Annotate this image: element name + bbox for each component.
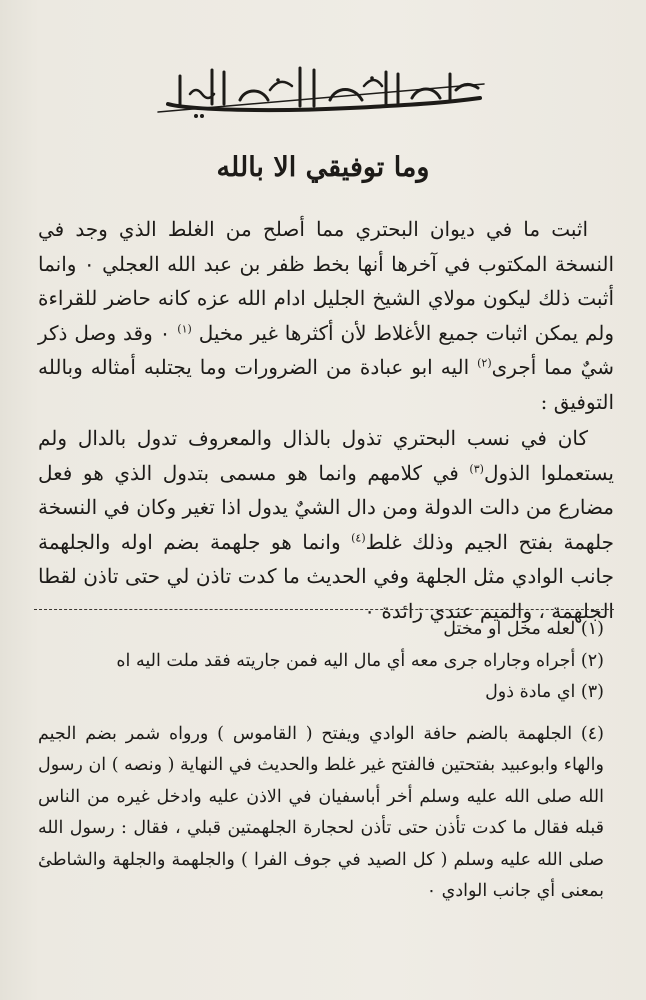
footnote-ref-1: (١) (177, 321, 192, 335)
footnote-2: (٢) أجراه وجاراه جرى معه أي مال اليه فمن جاريته فقد ملت اليه اه (116, 650, 604, 671)
footnote-4: (٤) الجلهمة بالضم حافة الوادي ويفتح ( القاموس ) ورواه شمر بضم الجيم والهاء وابوعبيد بفتحتين فالفتح غير غلط والحديث في النهاية ( ونصه ) ان رسول الله صلى الله عليه وسلم أخر أباسفيان في الاذن عليه وادخل غيره من الناس قبله فقال ما كدت تأذن حتى تأذن لحجارة الجلهمتين قبلي ، فقال : رسول الله صلى الله عليه وسلم ( كل الصيد في جوف الفرا ) والجلهمة والجلهة والشاطئ بمعنى أي جانب الوادي ٠ (38, 723, 604, 901)
footnote-divider (34, 609, 614, 610)
basmala-calligraphy-icon (150, 60, 490, 122)
footnote-ref-3: (٣) (469, 461, 484, 475)
main-text (38, 212, 614, 628)
paragraph-1: اثبت ما في ديوان البحتري مما أصلح من الغلط الذي وجد في النسخة المكتوب في آخرها أنها بخط ظفر بن عبد الله العجلي ٠ وانما أثبت ذلك ليكون مولاي الشيخ الجليل ادام الله عزه كانه حاضر للقراءة ولم يمكن اثبات جميع الأغلاط لأن أكثرها غير مخيل $^{(١)}$ ٠ وقد وصل ذكر شيٌ مما أجرى$^{(٢)}$ اليه ابو عبادة من الضرورات وما يجتلبه أمثاله وبالله التوفيق : (38, 217, 615, 414)
footnote-ref-4: (٤) (351, 530, 366, 544)
paragraph-2: كان في نسب البحتري تذول بالذال والمعروف تدول بالدال ولم يستعملوا الذول$^{(٣)}$ في كلامهم وانما هو مسمى بتدول الذي هو فعل مضارع من دالت الدولة ومن دال الشيٌ يدول اذا تغير وكان في النسخة جلهمة بفتح الجيم وذلك غلط$^{(٤)}$ وانما هو جلهمة بضم اوله والجلهمة جانب الوادي مثل الجلهة وفي الحديث ما كدت تاذن لي حتى تاذن لقطا الجلهمة ، والميم عندي زائدة ٠ (38, 426, 615, 623)
page-heading: وما توفيقي الا بالله (216, 152, 430, 183)
footnote-ref-2: (٢) (477, 356, 492, 370)
basmala-calligraphy (150, 60, 490, 122)
footnote-3: (٣) اي مادة ذول (485, 682, 604, 702)
footnote-1: (١) لعله مخل او مختل (443, 619, 604, 639)
footnotes (38, 614, 604, 908)
